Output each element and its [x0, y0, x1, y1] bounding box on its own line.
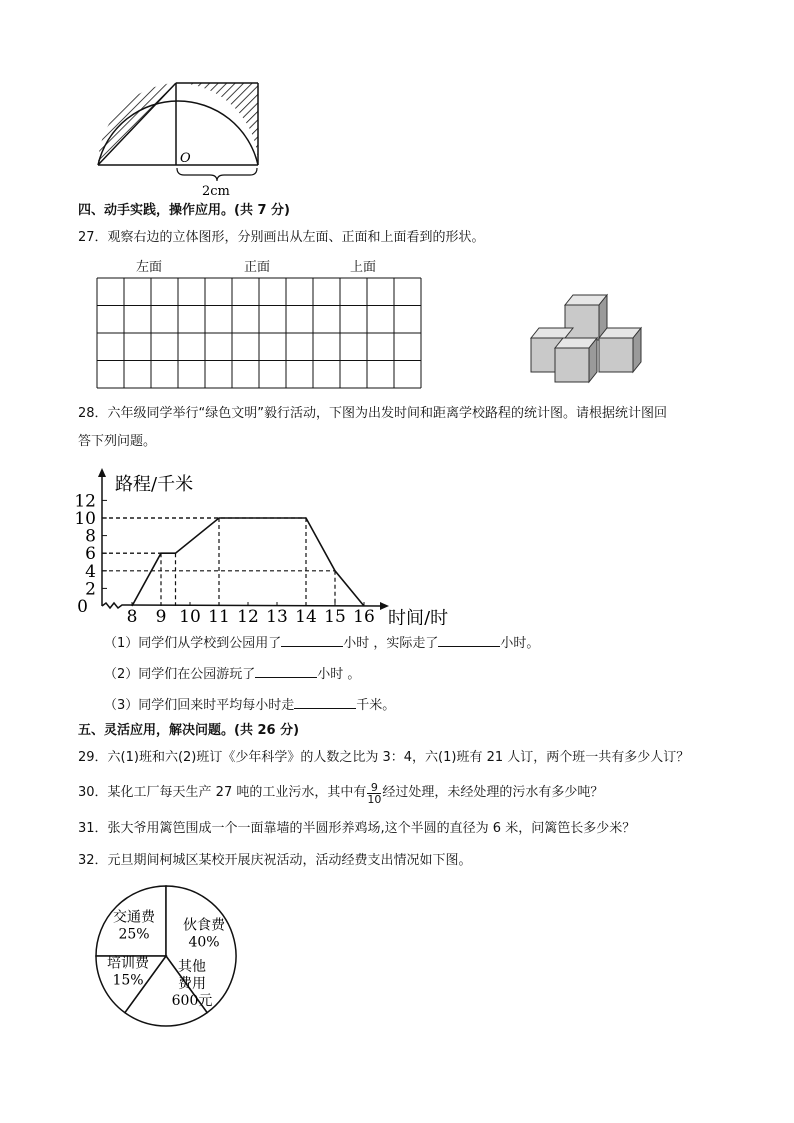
series-line-distance [132, 518, 364, 606]
semicircle-figure [90, 75, 270, 200]
x-tick-label: 11 [208, 607, 230, 625]
q31-text: 31．张大爷用篱笆围成一个一面靠墙的半圆形养鸡场,这个半圆的直径为 6 米，问篱笆长多少米？ [78, 821, 636, 836]
q28-sub1-b: 小时 ，实际走了 [343, 636, 439, 651]
x-tick-label: 8 [126, 607, 138, 625]
y-tick-label: 10 [74, 509, 96, 529]
grid-label-left: 左面 [136, 260, 163, 275]
q27-text: 27．观察右边的立体图形，分别画出从左面、正面和上面看到的形状。 [78, 230, 485, 245]
grid-label-top: 上面 [350, 260, 377, 275]
pie-label-2: 其他 [178, 959, 206, 975]
q28-sub1-a: （1）同学们从学校到公园用了 [104, 636, 282, 651]
q29-text: 29．六(1)班和六(2)班订《少年科学》的人数之比为 3：4，六(1)班有 21 人订，两个班一共有多少人订？ [78, 750, 690, 765]
y-tick-label: 12 [74, 491, 96, 512]
x-tick-label: 10 [179, 607, 201, 625]
x-tick-label: 9 [155, 607, 167, 625]
cube-solid-figure [525, 290, 645, 385]
pie-label-1: 伙食费 [183, 917, 225, 934]
q30-text-a: 30．某化工厂每天生产 27 吨的工业污水，其中有 [78, 785, 367, 800]
section5-title: 五、灵活应用，解决问题。(共 26 分) [78, 723, 300, 738]
y-axis-label: 路程/千米 [115, 474, 194, 495]
x-axis-label: 时间/时 [388, 608, 449, 625]
q28-text-line1: 28．六年级同学举行“绿色文明”毅行活动，下图为出发时间和距离学校路程的统计图。请根据统计图回 [78, 406, 668, 421]
q28-sub3-a: （3）同学们回来时平均每小时走 [104, 698, 295, 713]
y-tick-label: 2 [85, 579, 96, 600]
q28-sub1 [104, 634, 539, 653]
q28-text-line2: 答下列问题。 [78, 434, 157, 449]
x-tick-label: 12 [237, 607, 259, 625]
q30-text-b: 经过处理，未经处理的污水有多少吨？ [382, 785, 604, 800]
grid-label-front: 正面 [244, 260, 271, 275]
origin-label: 0 [77, 597, 88, 617]
q30-fraction [367, 782, 381, 805]
y-axis-arrow [98, 468, 106, 477]
pie-label-2: 费用 [178, 976, 206, 992]
q28-sub1-c: 小时。 [500, 636, 540, 651]
x-tick-label: 13 [266, 607, 288, 625]
q32-text: 32．元旦期间柯城区某校开展庆祝活动，活动经费支出情况如下图。 [78, 853, 472, 868]
fraction-numerator: 9 [370, 780, 378, 794]
section4-title: 四、动手实践，操作应用。(共 7 分) [78, 203, 290, 218]
pie-label-0: 交通费 [113, 909, 155, 926]
pie-label-3: 15% [112, 972, 144, 989]
answer-blank-3[interactable] [255, 665, 317, 678]
answer-blank-1[interactable] [281, 634, 343, 647]
x-tick-label: 15 [324, 607, 346, 625]
fraction-denominator: 10 [367, 792, 382, 806]
x-tick-label: 16 [353, 607, 375, 625]
y-tick-label: 8 [85, 526, 96, 547]
q28-sub2-b: 小时 。 [317, 667, 361, 682]
label-length: 2cm [202, 184, 230, 199]
q28-sub2 [104, 665, 360, 684]
pie-label-1: 40% [188, 934, 220, 951]
label-o: O [180, 151, 191, 166]
expense-pie-chart [90, 880, 250, 1040]
x-tick-label: 14 [295, 607, 317, 625]
q30-text [78, 779, 603, 807]
distance-time-chart [60, 465, 480, 625]
pie-label-0: 25% [118, 926, 150, 943]
pie-label-2: 600元 [171, 993, 213, 1009]
pie-label-3: 培训费 [107, 955, 149, 972]
answer-blank-2[interactable] [438, 634, 500, 647]
answer-blank-4[interactable] [294, 696, 356, 709]
y-tick-label: 6 [85, 544, 96, 565]
q28-sub3 [104, 696, 395, 715]
q28-sub2-a: （2）同学们在公园游玩了 [104, 667, 256, 682]
y-tick-label: 4 [85, 561, 96, 582]
drawing-grid[interactable] [96, 277, 422, 389]
q28-sub3-b: 千米。 [356, 698, 396, 713]
length-brace [177, 168, 257, 181]
